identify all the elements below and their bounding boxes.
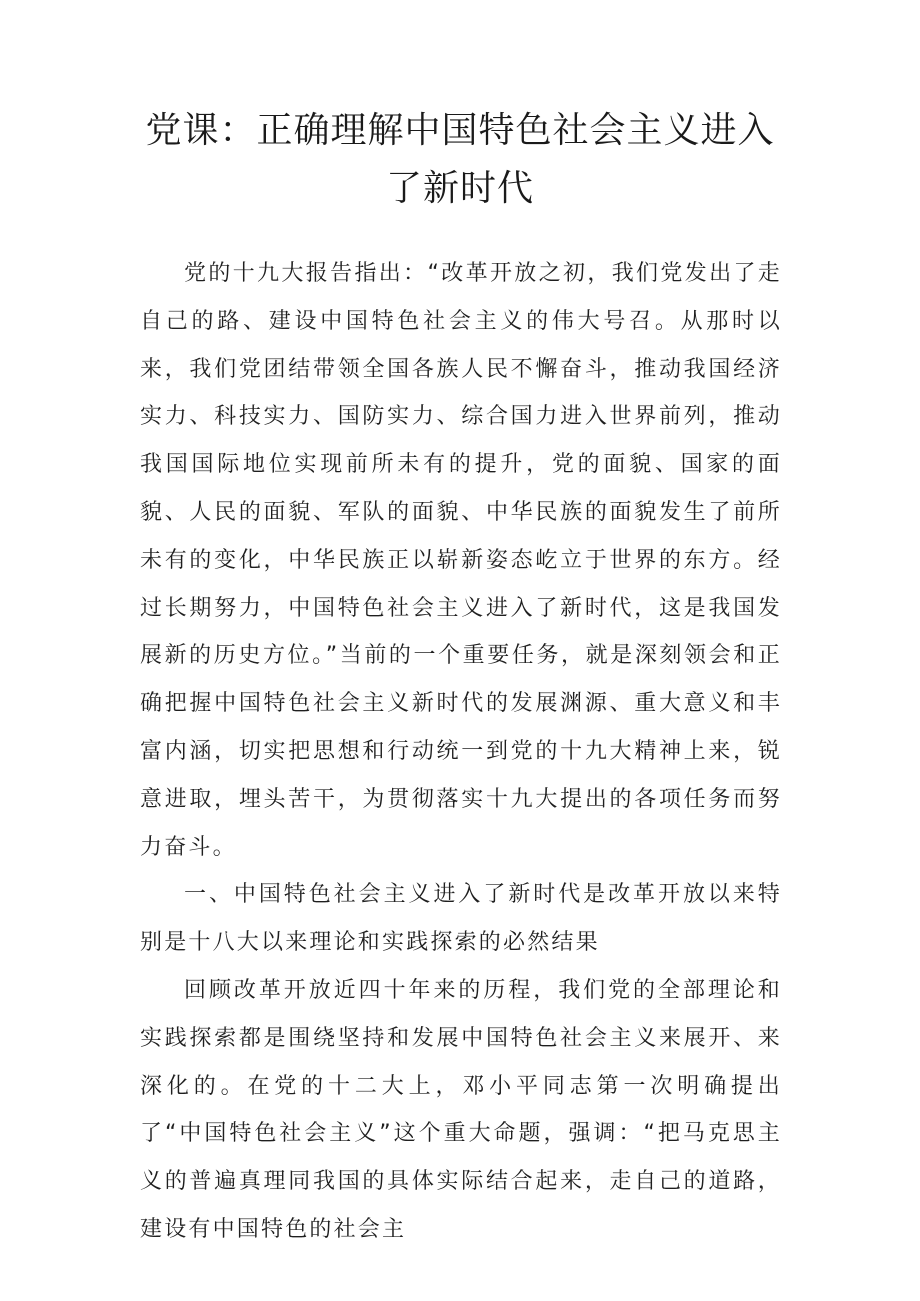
paragraph-intro: 党的十九大报告指出：“改革开放之初，我们党发出了走自己的路、建设中国特色社会主义的伟大号召。从那时以来，我们党团结带领全国各族人民不懈奋斗，推动我国经济实力、科技实力、国防实力、综合国力进入世界前列，推动我国国际地位实现前所未有的提升，党的面貌、国家的面貌、人民的面貌、军队的面貌、中华民族的面貌发生了前所未有的变化，中华民族正以崭新姿态屹立于世界的东方。经过长期努力，中国特色社会主义进入了新时代，这是我国发展新的历史方位。”当前的一个重要任务，就是深刻领会和正确把握中国特色社会主义新时代的发展渊源、重大意义和丰富内涵，切实把思想和行动统一到党的十九大精神上来，锐意进取，埋头苦干，为贯彻落实十九大提出的各项任务而努力奋斗。 xyxy=(140,261,782,860)
document-body xyxy=(140,250,782,1254)
paragraph-review: 回顾改革开放近四十年来的历程，我们党的全部理论和实践探索都是围绕坚持和发展中国特色社会主义来展开、来深化的。在党的十二大上，邓小平同志第一次明确提出了“中国特色社会主义”这个重大命题，强调：“把马克思主义的普遍真理同我国的具体实际结合起来，走自己的道路，建设有中国特色的社会主 xyxy=(140,977,782,1242)
document-title: 党课：正确理解中国特色社会主义进入了新时代 xyxy=(145,110,775,209)
section-heading-1: 一、中国特色社会主义进入了新时代是改革开放以来特别是十八大以来理论和实践探索的必然结果 xyxy=(140,882,782,956)
